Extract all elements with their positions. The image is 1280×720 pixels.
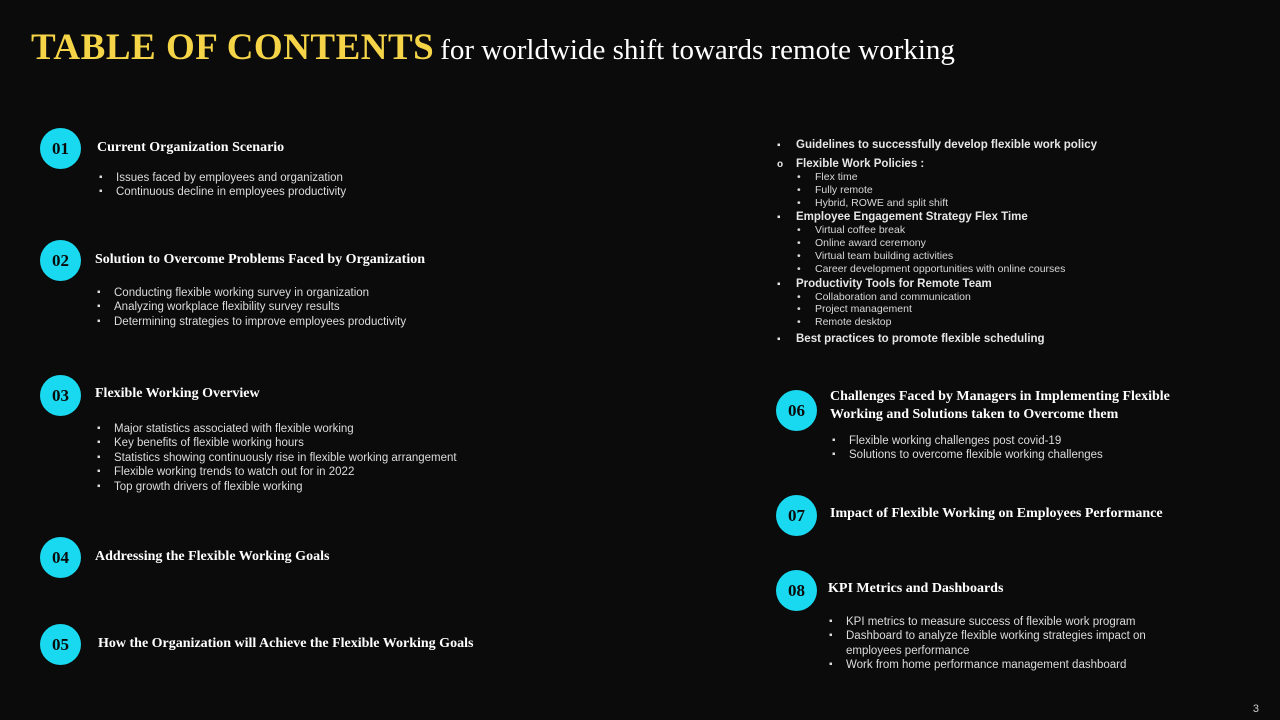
section-number-03: 03 xyxy=(40,375,81,416)
list-item: ▪ Dashboard to analyze flexible working strategies impact on xyxy=(827,629,1146,643)
section-list-08 xyxy=(827,615,1146,673)
section-number-04: 04 xyxy=(40,537,81,578)
list-item: ▪ Top growth drivers of flexible working xyxy=(95,480,457,494)
list-item: ▪ Key benefits of flexible working hours xyxy=(95,436,457,450)
list-item: ▪ Best practices to promote flexible scheduling xyxy=(777,332,1045,345)
section-number-01: 01 xyxy=(40,128,81,169)
sub-list-item: • Virtual team building activities xyxy=(777,250,1197,263)
list-item: ▪ Flexible working challenges post covid-19 xyxy=(830,434,1103,448)
list-item: ▪ Conducting flexible working survey in organization xyxy=(95,286,406,300)
page-title-rest: for worldwide shift towards remote working xyxy=(440,34,955,66)
list-item: ▪ Issues faced by employees and organization xyxy=(97,171,346,185)
section-number-02: 02 xyxy=(40,240,81,281)
page-title xyxy=(31,26,955,69)
section-title-03[interactable]: Flexible Working Overview xyxy=(95,386,260,401)
sub-list-item: • Virtual coffee break xyxy=(777,224,1197,237)
list-item: ▪ Work from home performance management dashboard xyxy=(827,658,1146,672)
sub-list-item: • Hybrid, ROWE and split shift xyxy=(777,197,1197,210)
list-item-continuation: employees performance xyxy=(846,644,970,657)
section-list-06 xyxy=(830,434,1103,463)
section-title-02[interactable]: Solution to Overcome Problems Faced by Organization xyxy=(95,252,426,267)
sub-list-item: • Online award ceremony xyxy=(777,237,1197,250)
section-list-02 xyxy=(95,286,406,329)
section-title-06[interactable]: Challenges Faced by Managers in Implementing Flexible Working and Solutions taken to Overcome them xyxy=(830,389,1170,422)
list-item: ▪ Major statistics associated with flexible working xyxy=(95,422,457,436)
section-title-08[interactable]: KPI Metrics and Dashboards xyxy=(828,581,1004,596)
section-title-01[interactable]: Current Organization Scenario xyxy=(97,140,285,155)
list-item: ▪ Analyzing workplace flexibility survey results xyxy=(95,300,406,314)
list-item: ▪ Guidelines to successfully develop flexible work policy xyxy=(777,139,1098,151)
section-number-05: 05 xyxy=(40,624,81,665)
list-item: ▪ KPI metrics to measure success of flexible work program xyxy=(827,615,1146,629)
list-item: o Flexible Work Policies : xyxy=(777,158,925,170)
sub-list-item: • Remote desktop xyxy=(777,316,1197,329)
page-title-bold: TABLE OF CONTENTS xyxy=(31,27,435,68)
list-item: ▪ Solutions to overcome flexible working challenges xyxy=(830,448,1103,462)
sub-list-item: • Collaboration and communication xyxy=(777,291,1197,304)
section-title-04[interactable]: Addressing the Flexible Working Goals xyxy=(95,549,330,564)
list-item: ▪ Continuous decline in employees productivity xyxy=(97,185,346,199)
right-topic-list xyxy=(777,137,1197,346)
sub-list-item: • Fully remote xyxy=(777,184,1197,197)
list-item: ▪ Flexible working trends to watch out for in 2022 xyxy=(95,465,457,479)
page-number: 3 xyxy=(1252,703,1259,715)
list-item: ▪ Statistics showing continuously rise in flexible working arrangement xyxy=(95,451,457,465)
list-item: ▪ Productivity Tools for Remote Team xyxy=(777,277,992,290)
section-number-08: 08 xyxy=(776,570,817,611)
section-title-05[interactable]: How the Organization will Achieve the Flexible Working Goals xyxy=(98,636,474,651)
section-list-03 xyxy=(95,422,457,494)
section-list-01 xyxy=(97,171,346,200)
list-item: ▪ Employee Engagement Strategy Flex Time xyxy=(777,211,1028,224)
sub-list-item: • Flex time xyxy=(777,171,1197,184)
sub-list-item: • Project management xyxy=(777,303,1197,316)
section-title-07[interactable]: Impact of Flexible Working on Employees Performance xyxy=(830,506,1163,521)
list-item: ▪ Determining strategies to improve employees productivity xyxy=(95,315,406,329)
sub-list-item: • Career development opportunities with online courses xyxy=(777,263,1197,276)
section-number-06: 06 xyxy=(776,390,817,431)
section-number-07: 07 xyxy=(776,495,817,536)
